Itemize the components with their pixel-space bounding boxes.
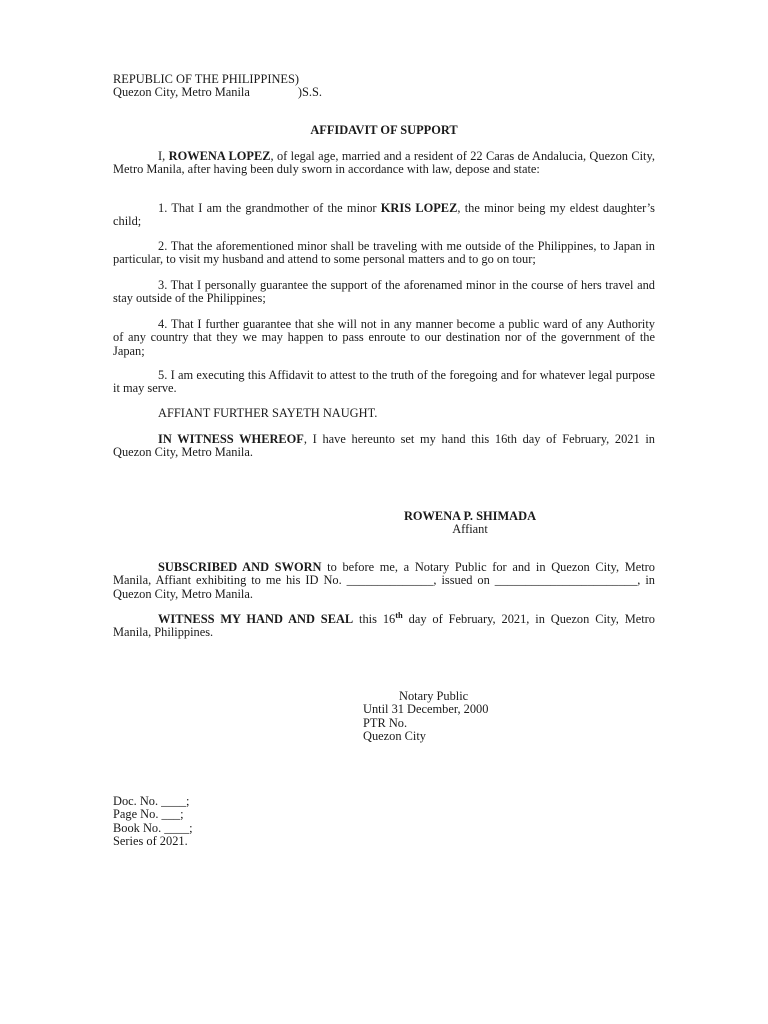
naught-line: AFFIANT FURTHER SAYETH NAUGHT. [158,406,378,420]
minor-name: KRIS LOPEZ [380,201,458,215]
item-2: 2. That the aforementioned minor shall be traveling with me outside of the Philippines, to Japan in particular, to visit my husband and attend to some personal matters and to go on tour; [113,239,655,267]
intro-prefix: I, [158,149,169,163]
affiant-role: Affiant [452,522,488,537]
item-3: 3. That I personally guarantee the support of the aforenamed minor in the course of hers travel and stay outside of the Philippines; [113,278,655,306]
item-1-pre: 1. That I am the grandmother of the minor [158,201,381,215]
witness-lead: IN WITNESS WHEREOF [158,432,304,446]
series: Series of 2021. [113,834,188,849]
header-republic: REPUBLIC OF THE PHILIPPINES) [113,72,299,86]
subscribed-lead: SUBSCRIBED AND SWORN [158,560,322,574]
witness-text: , I have hereunto set my hand this 16th day of February, 2021 in Quezon City, Metro Manila. [113,432,655,460]
affiant-name-intro: ROWENA LOPEZ [168,149,271,163]
document-title: AFFIDAVIT OF SUPPORT [310,123,458,137]
seal-lead: WITNESS MY HAND AND SEAL [158,612,354,626]
item-1-post: , the minor being my eldest daughter’s child; [113,201,655,229]
notary-city: Quezon City [363,729,426,744]
witness-paragraph [113,433,655,460]
affiant-signature-block [363,510,577,537]
item-4: 4. That I further guarantee that she will not in any manner become a public ward of any Authority of any country that they we may happen to pass enroute to our destination nor of the government of the Japan; [113,317,655,358]
item-5: 5. I am executing this Affidavit to attest to the truth of the foregoing and for whatever legal purpose it may serve. [113,368,655,396]
notary-ptr: PTR No. [363,715,408,730]
affiant-signature-name: ROWENA P. SHIMADA [403,509,537,523]
item-1 [113,202,655,229]
docket-block [113,795,193,849]
seal-sup: th [395,609,403,620]
page-no: Page No. ___; [113,807,184,822]
subscribed-paragraph [113,561,655,601]
header-city: Quezon City, Metro Manila [113,85,250,100]
notary-title: Notary Public [399,689,469,703]
seal-post: day of February, 2021, in Quezon City, Metro Manila, Philippines. [113,612,655,640]
intro-text: , of legal age, married and a resident of 22 Caras de Andalucia, Quezon City, Metro Manila, after having been duly sworn in accordance with law, depose and state: [113,149,655,177]
intro-paragraph [113,150,655,177]
header-ss: )S.S. [297,85,322,100]
header-city-line [113,86,322,99]
seal-pre: this 16 [353,612,396,626]
doc-no: Doc. No. ____; [113,794,190,808]
subscribed-text: to before me, a Notary Public for and in Quezon City, Metro Manila, Affiant exhibiting to me his ID No. ______________, issued on _______________________, in Quezon City, Metro Manila. [113,560,655,601]
notary-until: Until 31 December, 2000 [363,702,489,717]
notary-block [363,690,488,744]
book-no: Book No. ____; [113,820,193,835]
seal-paragraph [113,609,655,640]
header-block [113,73,322,100]
